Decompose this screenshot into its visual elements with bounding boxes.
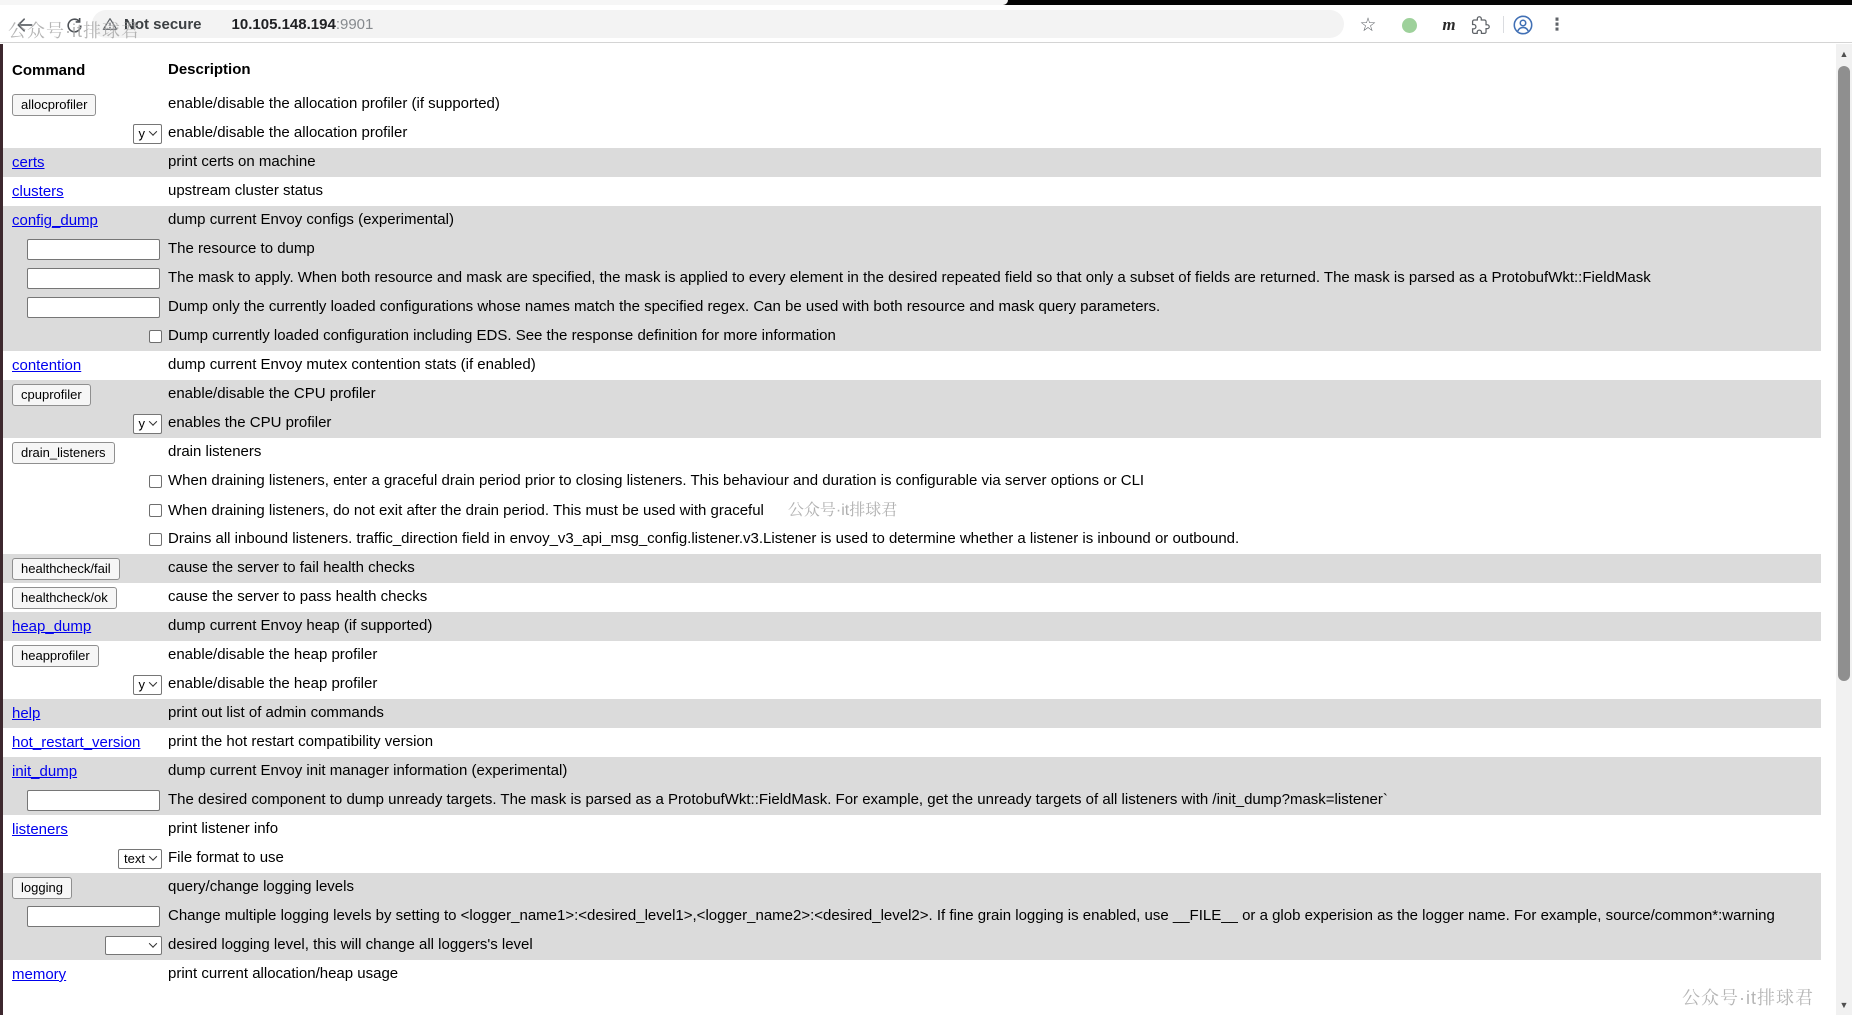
param-select[interactable] — [133, 124, 163, 144]
table-row — [3, 902, 1821, 931]
description-cell — [168, 94, 1821, 114]
description-text: upstream cluster status — [168, 182, 324, 200]
command-cell — [12, 790, 168, 811]
command-cell — [12, 936, 168, 955]
extensions-puzzle-icon[interactable] — [1470, 15, 1490, 35]
command-cell — [12, 94, 168, 116]
table-row — [3, 148, 1821, 177]
select-value: y — [138, 676, 145, 692]
table-row — [3, 525, 1821, 554]
chevron-down-icon — [149, 852, 157, 860]
description-cell — [168, 964, 1821, 984]
profile-avatar-icon[interactable] — [1512, 14, 1534, 36]
command-cell — [12, 734, 168, 751]
command-cell — [12, 618, 168, 635]
description-cell — [168, 935, 1821, 955]
description-text: drain listeners — [168, 443, 262, 461]
param-checkbox[interactable] — [149, 533, 162, 546]
command-cell — [12, 645, 168, 667]
drain-listeners-button[interactable]: drain_listeners — [12, 442, 115, 464]
description-cell — [168, 558, 1821, 578]
table-row — [3, 786, 1821, 815]
description-text: Drains all inbound listeners. traffic_direction field in envoy_v3_api_msg_config.listener.v3.Listener is used to determine whether a listener is inbound or outbound. — [168, 530, 1240, 548]
description-cell — [168, 268, 1821, 288]
description-text: File format to use — [168, 849, 284, 867]
description-cell — [168, 761, 1821, 781]
table-row — [3, 728, 1821, 757]
healthcheck-ok-button[interactable]: healthcheck/ok — [12, 587, 117, 609]
description-text: cause the server to fail health checks — [168, 559, 415, 577]
command-column-header: Command — [12, 61, 86, 79]
chevron-down-icon — [149, 417, 157, 425]
scrollbar-thumb[interactable] — [1838, 66, 1850, 681]
watermark-topleft: 公众号·it排球君 — [8, 21, 140, 41]
heapprofiler-button[interactable]: heapprofiler — [12, 645, 99, 667]
param-text-input[interactable] — [27, 268, 160, 289]
allocprofiler-button[interactable]: allocprofiler — [12, 94, 96, 116]
table-row — [3, 496, 1821, 525]
description-column-header: Description — [168, 60, 251, 78]
description-text: The mask to apply. When both resource and mask are specified, the mask is applied to every element in the desired repeated field so that only a subset of fields are returned. The mask is parsed as a ProtobufWkt::FieldMask — [168, 269, 1651, 287]
param-text-input[interactable] — [27, 790, 160, 811]
command-cell — [12, 763, 168, 780]
table-row — [3, 119, 1821, 148]
table-row — [3, 699, 1821, 728]
param-select[interactable] — [105, 936, 162, 955]
command-cell — [12, 183, 168, 200]
command-cell — [12, 442, 168, 464]
description-text: The resource to dump — [168, 240, 315, 258]
url-text[interactable] — [232, 16, 374, 33]
table-row — [3, 931, 1821, 960]
table-row — [3, 960, 1821, 989]
description-cell — [168, 500, 1821, 522]
select-value: text — [124, 850, 145, 866]
table-row — [3, 757, 1821, 786]
table-row — [3, 351, 1821, 380]
command-table — [3, 44, 1821, 989]
toolbar-divider — [1503, 16, 1504, 33]
description-text: The desired component to dump unready targets. The mask is parsed as a ProtobufWkt::FieldMask. For example, get the unready targets of all listeners with /init_dump?mask=listener` — [168, 791, 1388, 809]
description-cell — [168, 906, 1821, 926]
description-cell — [168, 848, 1821, 868]
table-header-row — [3, 50, 1821, 90]
command-cell — [12, 849, 168, 869]
description-text: When draining listeners, enter a graceful drain period prior to closing listeners. This behaviour and duration is configurable via server options or CLI — [168, 472, 1145, 490]
description-cell — [168, 210, 1821, 230]
address-bar[interactable] — [92, 10, 1344, 38]
select-value: y — [138, 415, 145, 431]
table-row — [3, 293, 1821, 322]
description-cell — [168, 732, 1821, 752]
not-secure-warning-icon — [102, 16, 118, 32]
watermark-bottomright: 公众号·it排球君 — [1682, 988, 1814, 1008]
param-text-input[interactable] — [27, 906, 160, 927]
browser-toolbar — [0, 5, 1852, 43]
description-cell — [168, 645, 1821, 665]
cpuprofiler-button[interactable]: cpuprofiler — [12, 384, 91, 406]
description-cell — [168, 239, 1821, 259]
command-cell — [12, 414, 168, 434]
table-row — [3, 467, 1821, 496]
table-row — [3, 235, 1821, 264]
command-table-body — [3, 90, 1821, 989]
table-row — [3, 177, 1821, 206]
description-text: query/change logging levels — [168, 878, 354, 896]
param-checkbox[interactable] — [149, 504, 162, 517]
page-content — [0, 44, 1852, 1015]
listeners-link[interactable]: listeners — [12, 821, 68, 838]
extension-m-icon[interactable]: m — [1442, 15, 1456, 34]
description-cell — [168, 413, 1821, 433]
description-cell — [168, 152, 1821, 172]
table-row — [3, 815, 1821, 844]
command-cell — [12, 821, 168, 838]
description-text: enable/disable the CPU profiler — [168, 385, 376, 403]
description-cell — [168, 529, 1821, 549]
command-cell — [12, 533, 168, 546]
heap-dump-link[interactable]: heap_dump — [12, 618, 92, 635]
healthcheck-fail-button[interactable]: healthcheck/fail — [12, 558, 120, 580]
description-cell — [168, 616, 1821, 636]
command-cell — [12, 705, 168, 722]
table-row — [3, 612, 1821, 641]
param-select[interactable] — [133, 675, 163, 695]
description-text: dump current Envoy init manager information (experimental) — [168, 762, 568, 780]
not-secure-label: Not secure — [124, 15, 202, 33]
scrollbar[interactable] — [1836, 44, 1852, 1015]
browser-menu-icon[interactable]: ⋮ — [1548, 15, 1566, 34]
command-cell — [12, 475, 168, 488]
description-text: enable/disable the allocation profiler (if supported) — [168, 95, 500, 113]
command-cell — [12, 124, 168, 144]
command-cell — [12, 587, 168, 609]
command-cell — [12, 906, 168, 927]
command-cell — [12, 297, 168, 318]
description-cell — [168, 790, 1821, 810]
watermark-inline: 公众号·it排球君 — [787, 501, 898, 519]
url-host: 10.105.148.194 — [231, 15, 336, 33]
table-row — [3, 264, 1821, 293]
description-text: Dump currently loaded configuration including EDS. See the response definition for more information — [168, 327, 836, 345]
description-text: dump current Envoy mutex contention stats (if enabled) — [168, 356, 536, 374]
description-text: When draining listeners, do not exit after the drain period. This must be used with graceful — [168, 501, 764, 519]
param-select[interactable] — [133, 414, 163, 434]
command-cell — [12, 966, 168, 983]
config-dump-link[interactable]: config_dump — [12, 212, 98, 229]
bookmark-star-icon[interactable]: ☆ — [1359, 14, 1377, 36]
contention-link[interactable]: contention — [12, 357, 82, 374]
table-row — [3, 206, 1821, 235]
logging-button[interactable]: logging — [12, 877, 72, 899]
description-text: dump current Envoy configs (experimental) — [168, 211, 454, 229]
back-icon[interactable] — [14, 14, 36, 36]
description-text: print out list of admin commands — [168, 704, 384, 722]
description-cell — [168, 703, 1821, 723]
chevron-down-icon — [149, 678, 157, 686]
command-cell — [12, 154, 168, 171]
description-text: Dump only the currently loaded configurations whose names match the specified regex. Can be used with both resource and mask query parameters. — [168, 298, 1161, 316]
description-text: cause the server to pass health checks — [168, 588, 428, 606]
extension-green-dot-icon[interactable] — [1402, 18, 1417, 33]
table-row — [3, 844, 1821, 873]
description-cell — [168, 326, 1821, 346]
param-text-input[interactable] — [27, 297, 160, 318]
param-select[interactable] — [118, 849, 162, 869]
description-text: print the hot restart compatibility version — [168, 733, 434, 751]
command-cell — [12, 239, 168, 260]
description-text: enable/disable the allocation profiler — [168, 124, 408, 142]
param-text-input[interactable] — [27, 239, 160, 260]
description-text: print certs on machine — [168, 153, 316, 171]
description-cell — [168, 442, 1821, 462]
command-cell — [12, 212, 168, 229]
table-row — [3, 583, 1821, 612]
description-cell — [168, 384, 1821, 404]
param-checkbox[interactable] — [149, 330, 162, 343]
table-row — [3, 380, 1821, 409]
description-text: Change multiple logging levels by setting to <logger_name1>:<desired_level1>,<logger_name2>:<desired_level2>. If fine grain logging is enabled, use __FILE__ or a glob experision as the logger name. For example, source/common*:warning — [168, 907, 1775, 925]
table-row — [3, 322, 1821, 351]
description-text: enables the CPU profiler — [168, 414, 332, 432]
command-cell — [12, 558, 168, 580]
description-cell — [168, 587, 1821, 607]
table-row — [3, 438, 1821, 467]
description-text: desired logging level, this will change all loggers's level — [168, 936, 533, 954]
hot-restart-version-link[interactable]: hot_restart_version — [12, 734, 141, 751]
command-cell — [12, 268, 168, 289]
reload-icon[interactable] — [64, 15, 84, 35]
table-row — [3, 409, 1821, 438]
table-row — [3, 641, 1821, 670]
description-text: enable/disable the heap profiler — [168, 675, 378, 693]
command-cell — [12, 357, 168, 374]
param-checkbox[interactable] — [149, 475, 162, 488]
description-cell — [168, 877, 1821, 897]
description-cell — [168, 297, 1821, 317]
url-port: :9901 — [335, 15, 374, 33]
description-text: print current allocation/heap usage — [168, 965, 399, 983]
command-cell — [12, 330, 168, 343]
description-text: print listener info — [168, 820, 279, 838]
certs-link[interactable]: certs — [12, 154, 45, 171]
command-cell — [12, 877, 168, 899]
command-cell — [12, 384, 168, 406]
scrollbar-down-arrow-icon[interactable]: ▼ — [1839, 1000, 1849, 1010]
description-cell — [168, 123, 1821, 143]
chevron-down-icon — [149, 939, 157, 947]
init-dump-link[interactable]: init_dump — [12, 763, 78, 780]
description-cell — [168, 355, 1821, 375]
description-cell — [168, 674, 1821, 694]
description-text: dump current Envoy heap (if supported) — [168, 617, 433, 635]
description-cell — [168, 471, 1821, 491]
table-row — [3, 873, 1821, 902]
table-row — [3, 670, 1821, 699]
command-cell — [12, 504, 168, 517]
memory-link[interactable]: memory — [12, 966, 67, 983]
description-text: enable/disable the heap profiler — [168, 646, 378, 664]
description-cell — [168, 181, 1821, 201]
chevron-down-icon — [149, 127, 157, 135]
help-link[interactable]: help — [12, 705, 41, 722]
table-row — [3, 90, 1821, 119]
table-row — [3, 554, 1821, 583]
clusters-link[interactable]: clusters — [12, 183, 64, 200]
select-value: y — [138, 125, 145, 141]
scrollbar-up-arrow-icon[interactable]: ▲ — [1839, 49, 1849, 59]
command-cell — [12, 675, 168, 695]
description-cell — [168, 819, 1821, 839]
